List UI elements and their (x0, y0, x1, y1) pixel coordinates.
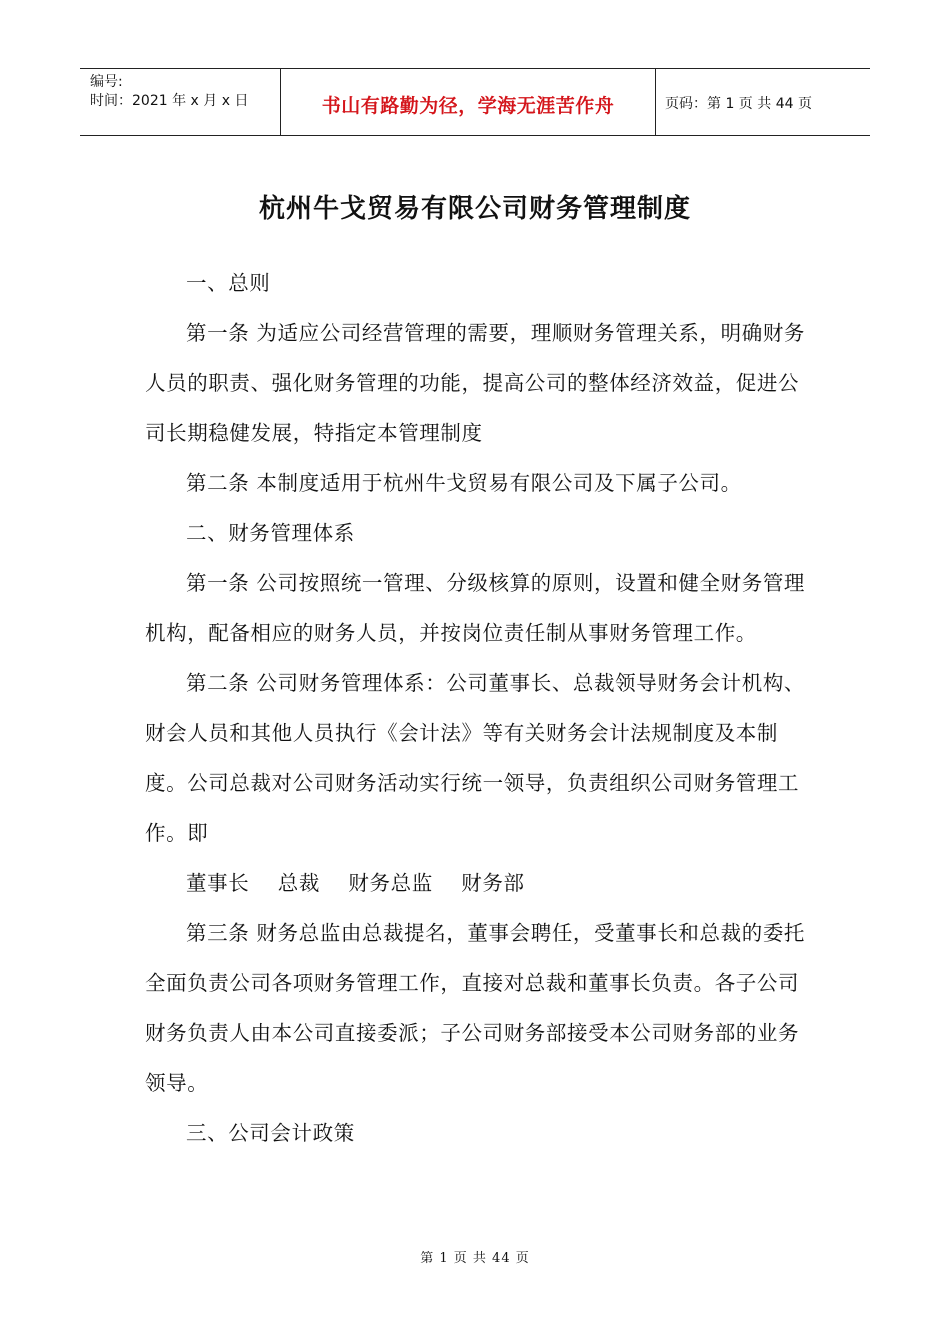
paragraph: 第一条 为适应公司经营管理的需要，理顺财务管理关系，明确财务人员的职责、强化财务管理的功能，提高公司的整体经济效益，促进公司长期稳健发展，特指定本管理制度 (145, 321, 806, 445)
header-meta (90, 73, 248, 111)
org-chain: 董事长 总裁 财务总监 财务部 (186, 871, 525, 895)
section-heading: 一、总则 (186, 271, 271, 295)
section-heading: 二、财务管理体系 (186, 521, 355, 545)
header-page-info: 页码：第 1 页 共 44 页 (665, 96, 812, 112)
document-time-label: 时间：2021 年 x 月 x 日 (90, 93, 249, 109)
page-footer: 第 1 页 共 44 页 (420, 1251, 530, 1266)
paragraph: 第二条 公司财务管理体系：公司董事长、总裁领导财务会计机构、财会人员和其他人员执行《会计法》等有关财务会计法规制度及本制度。公司总裁对公司财务活动实行统一领导，负责组织公司财务管理工作。即 (145, 671, 806, 845)
section-heading: 三、公司会计政策 (186, 1121, 355, 1145)
document-body (145, 258, 820, 1158)
document-title: 杭州牛戈贸易有限公司财务管理制度 (258, 194, 691, 224)
paragraph: 第二条 本制度适用于杭州牛戈贸易有限公司及下属子公司。 (186, 471, 742, 495)
header-divider (655, 69, 656, 135)
paragraph: 第三条 财务总监由总裁提名，董事会聘任，受董事长和总裁的委托全面负责公司各项财务管理工作，直接对总裁和董事长负责。各子公司财务负责人由本公司直接委派；子公司财务部接受本公司财务部的业务领导。 (145, 921, 806, 1095)
paragraph: 第一条 公司按照统一管理、分级核算的原则，设置和健全财务管理机构，配备相应的财务人员，并按岗位责任制从事财务管理工作。 (145, 571, 806, 645)
header-motto: 书山有路勤为径，学海无涯苦作舟 (321, 95, 615, 117)
document-number-label: 编号: (90, 74, 123, 90)
document-header (80, 68, 870, 136)
